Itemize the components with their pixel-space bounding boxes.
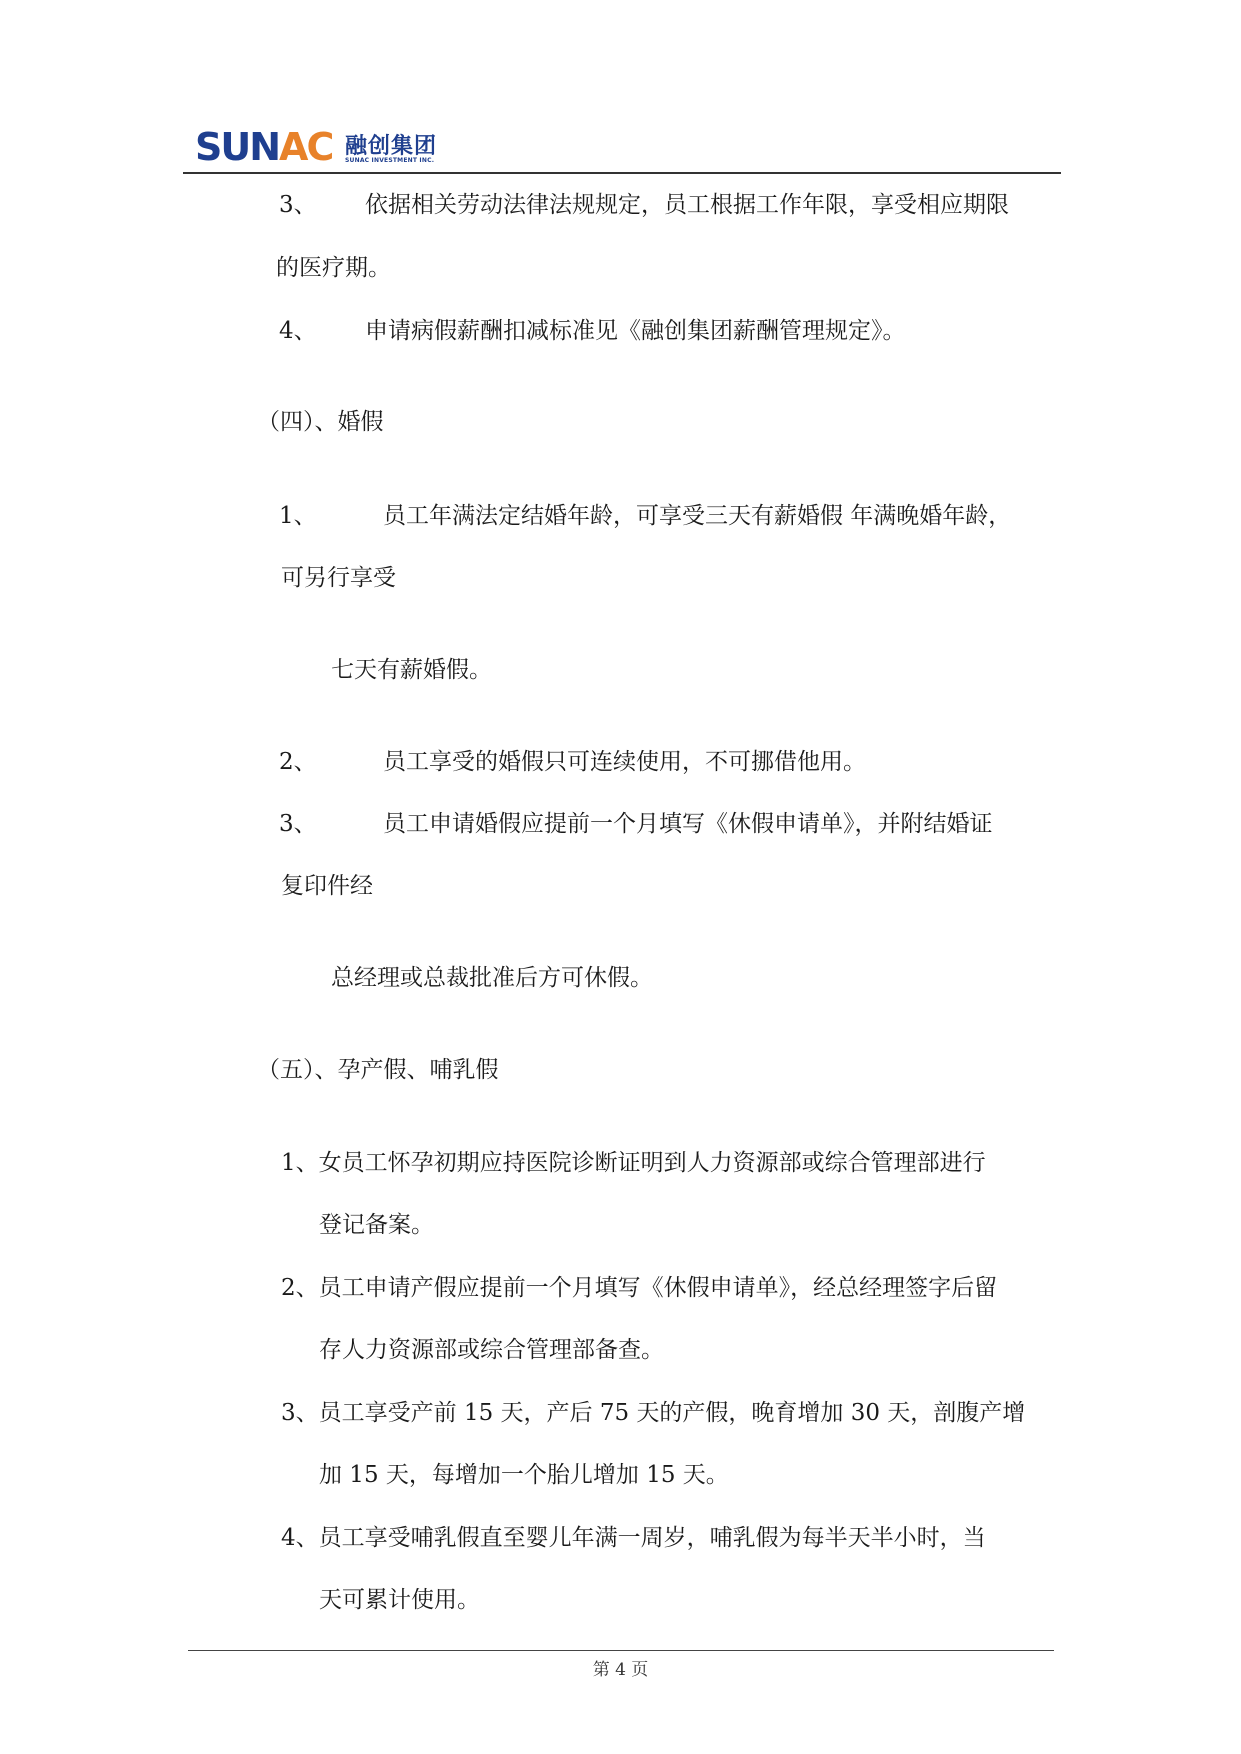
logo-latin-part1: SUN	[195, 125, 280, 169]
line-text: 加 15 天，每增加一个胎儿增加 15 天。	[319, 1462, 729, 1488]
section-heading	[257, 407, 384, 437]
line-text: 的医疗期。	[276, 255, 391, 281]
text-line	[281, 1273, 997, 1303]
item-number: 4、	[279, 318, 317, 344]
text-line	[281, 871, 373, 901]
line-text: 依据相关劳动法律法规规定，员工根据工作年限，享受相应期限	[365, 192, 1009, 218]
text-line	[331, 963, 653, 993]
line-text: （四）、婚假	[257, 409, 384, 435]
footer-divider	[188, 1650, 1054, 1651]
line-text: 可另行享受	[281, 565, 396, 591]
company-logo	[195, 127, 332, 167]
line-text: 3、员工享受产前 15 天，产后 75 天的产假，晚育增加 30 天，剖腹产增	[281, 1400, 1026, 1426]
line-text: 4、员工享受哺乳假直至婴儿年满一周岁，哺乳假为每半天半小时，当	[281, 1525, 986, 1551]
text-line	[319, 1210, 434, 1240]
line-text: 存人力资源部或综合管理部备查。	[319, 1337, 664, 1363]
item-number: 2、	[279, 749, 317, 775]
line-text: 员工年满法定结婚年龄，可享受三天有薪婚假 年满晚婚年龄，	[383, 503, 1012, 529]
text-line	[281, 1398, 1025, 1428]
item-number: 3、	[279, 811, 317, 837]
line-text: 总经理或总裁批准后方可休假。	[331, 965, 653, 991]
logo-chinese-name: 融创集团	[345, 134, 438, 159]
line-text: 申请病假薪酬扣减标准见《融创集团薪酬管理规定》。	[365, 318, 906, 344]
line-text: 员工申请婚假应提前一个月填写《休假申请单》，并附结婚证	[383, 811, 993, 837]
text-line	[331, 655, 492, 685]
line-text: （五）、孕产假、哺乳假	[257, 1057, 499, 1083]
line-text: 登记备案。	[319, 1212, 434, 1238]
section-heading	[257, 1055, 499, 1085]
text-line	[319, 1585, 480, 1615]
text-line	[281, 563, 396, 593]
page-number: 第 4 页	[592, 1660, 649, 1680]
item-number: 1、	[279, 503, 317, 529]
text-line	[281, 1148, 986, 1178]
line-text: 1、女员工怀孕初期应持医院诊断证明到人力资源部或综合管理部进行	[281, 1150, 986, 1176]
line-text: 2、员工申请产假应提前一个月填写《休假申请单》，经总经理签字后留	[281, 1275, 998, 1301]
text-line	[319, 1460, 729, 1490]
text-line	[279, 190, 1009, 220]
item-number: 3、	[279, 192, 317, 218]
page-header	[185, 127, 1060, 173]
line-text: 七天有薪婚假。	[331, 657, 492, 683]
text-line	[319, 1335, 664, 1365]
text-line	[276, 253, 391, 283]
text-line	[279, 809, 993, 839]
text-line	[279, 747, 866, 777]
logo-subtitle: SUNAC INVESTMENT INC.	[345, 157, 435, 164]
text-line	[281, 1523, 986, 1553]
line-text: 员工享受的婚假只可连续使用，不可挪借他用。	[383, 749, 866, 775]
header-divider	[183, 172, 1061, 174]
text-line	[279, 316, 906, 346]
logo-latin-part2: AC	[279, 125, 333, 169]
line-text: 复印件经	[281, 873, 373, 899]
text-line	[279, 501, 1011, 531]
line-text: 天可累计使用。	[319, 1587, 480, 1613]
